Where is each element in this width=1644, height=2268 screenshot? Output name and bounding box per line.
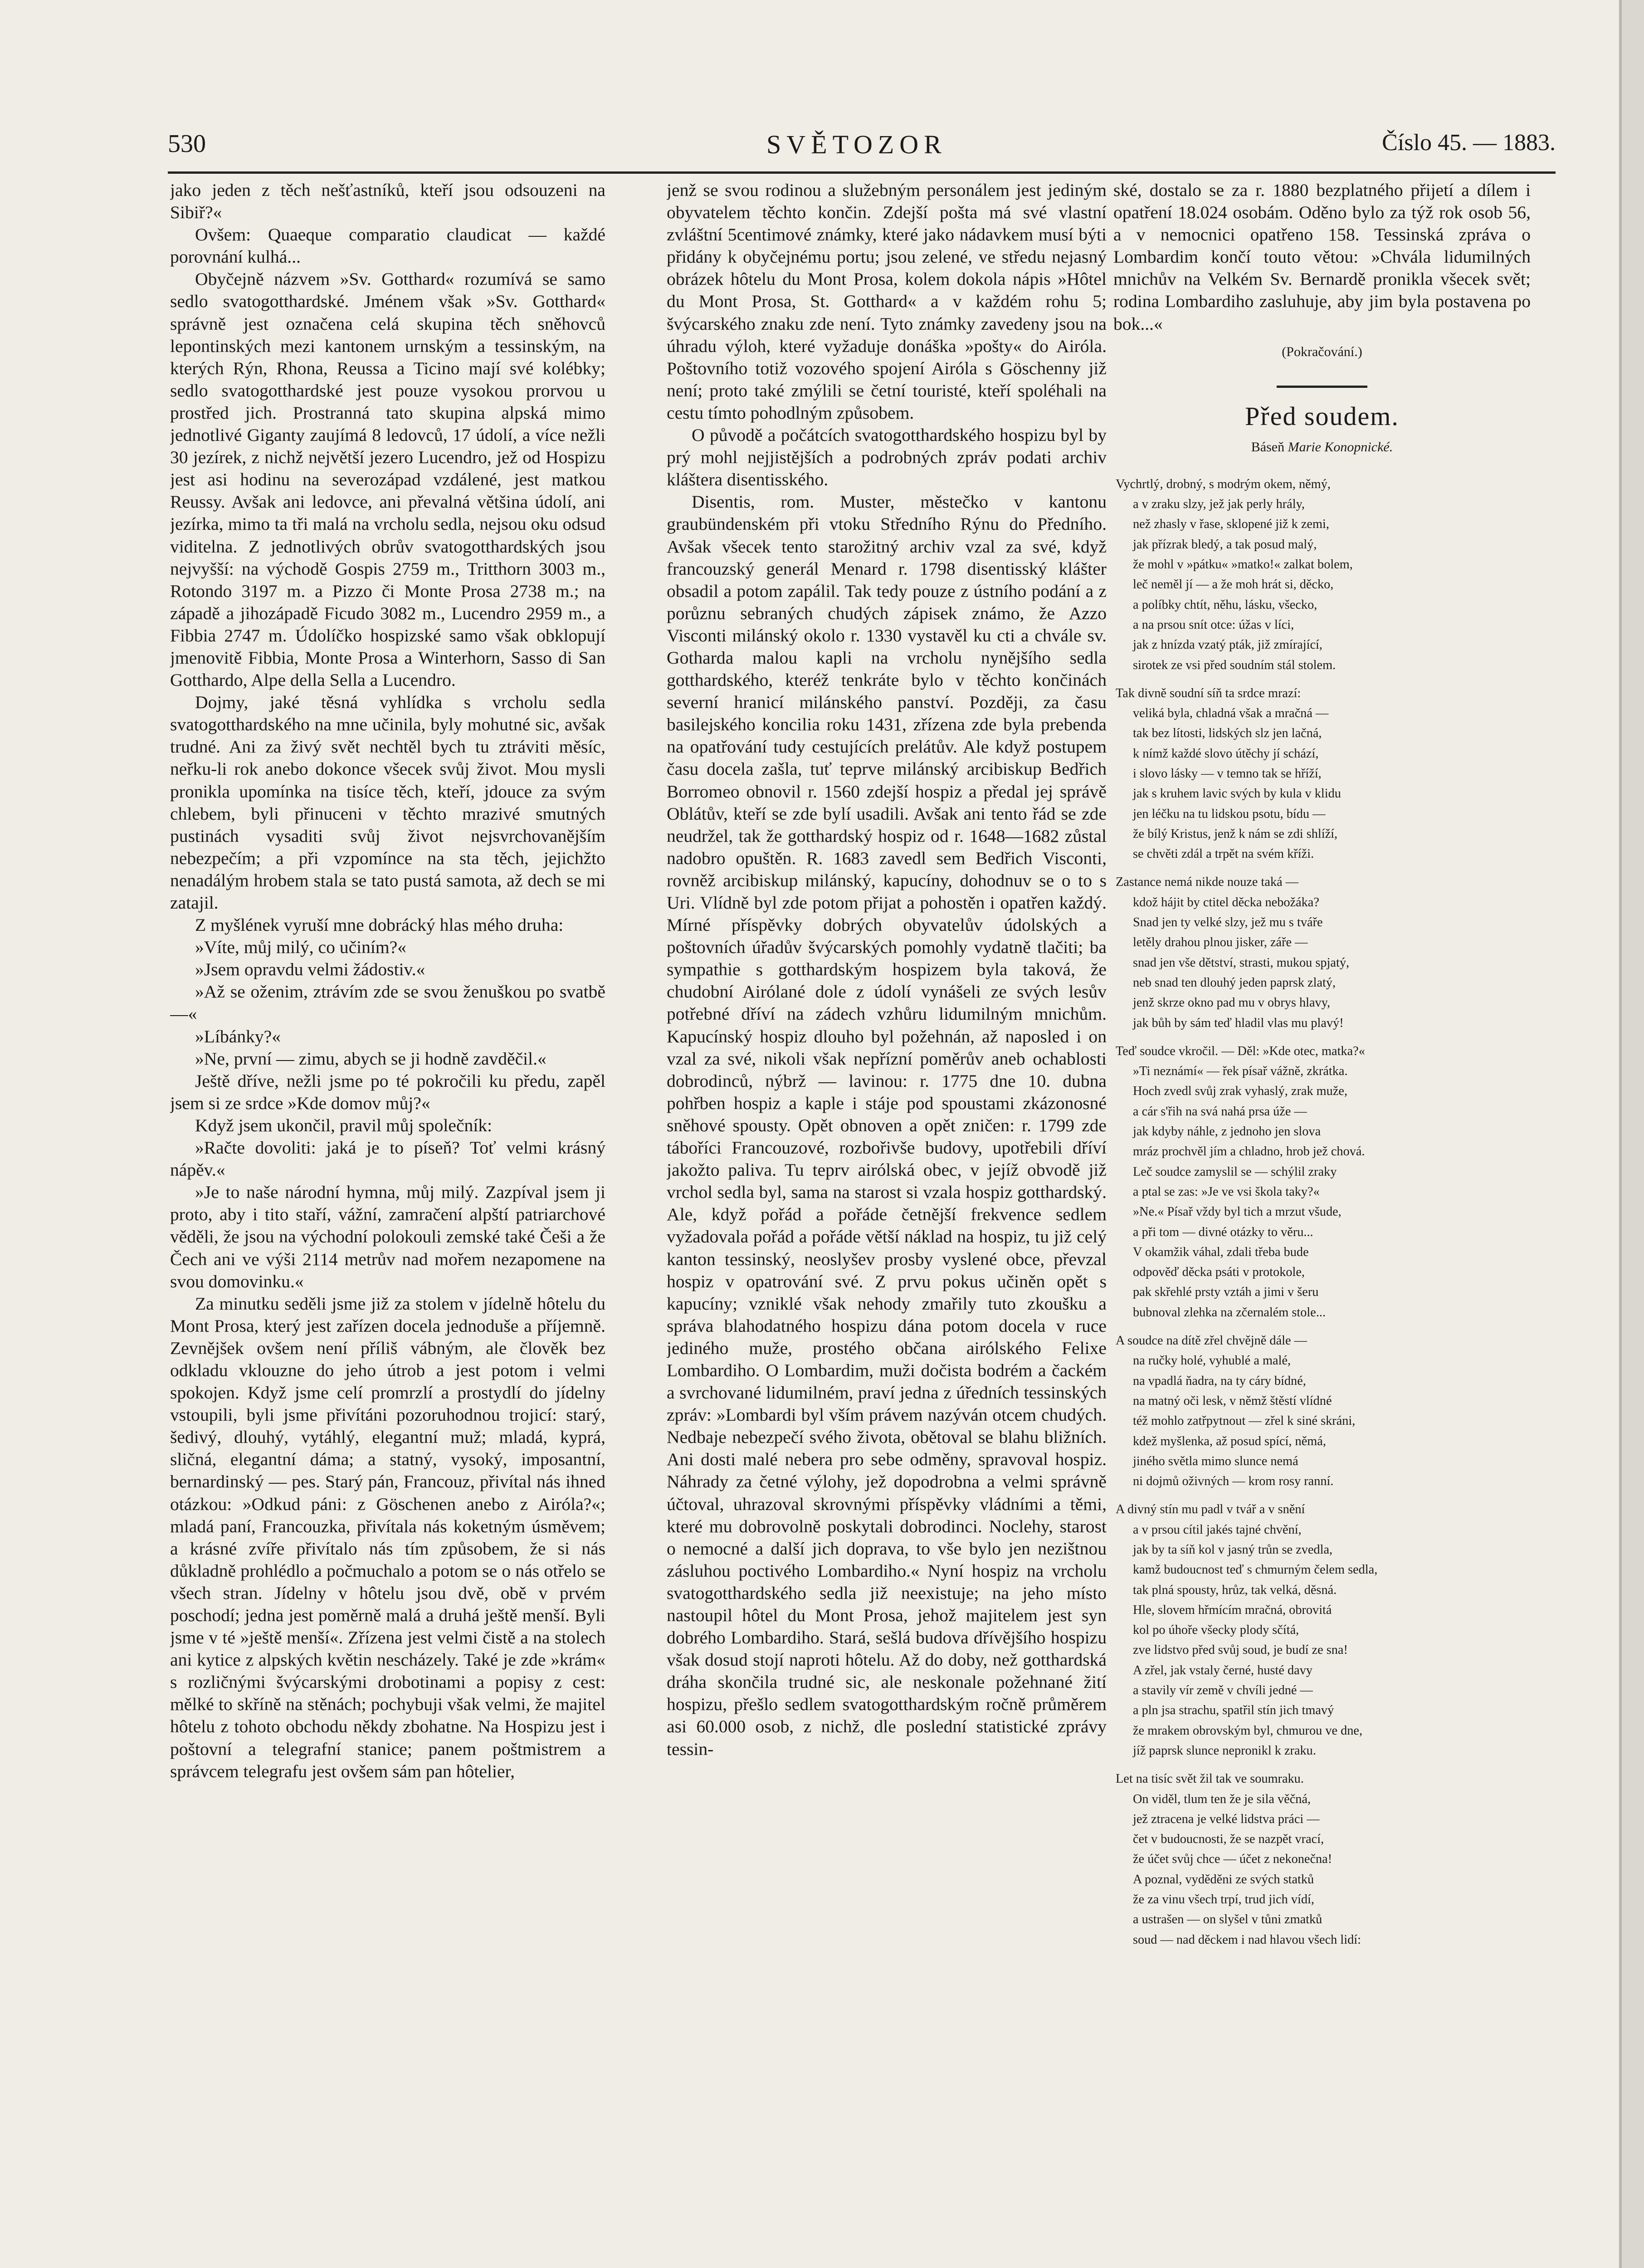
paragraph: Za minutku seděli jsme již za stolem v jídelně hôtelu du Mont Prosa, který jest zařízen docela jednoduše a příjemně. Zevnějšek ovšem není příliš vábným, ale člověk bez odkladu vklouzne do jeho útrob a jest potom i velmi spokojen. Když jsme celí promrzlí a prostydlí do jídelny vstoupili, byli jsme přivítáni pozoruhodnou trojicí: starý, šedivý, dlouhý, vytáhlý, elegantní muž; mladá, kyprá, sličná, elegantní dáma; a statný, vysoký, imposantní, bernardinský — pes. Starý pán, Francouz, přivítal nás ihned otázkou: »Odkud páni: z Göschenen anebo z Airóla?«; mladá paní, Francouzka, přivítala nás koketným úsměvem; a krásné zvíře přivítalo nás tím způsobem, že si nás důkladně prohlédlo a počmuchalo a potom se o nás otřelo se všech stran. Jídelny v hôtelu jsou dvě, obě v prvém poschodí; jedna jest poměrně malá a druhá ještě menší. Byli jsme v té »ještě menší«. Zřízena jest velmi čistě a na stolech ani kytice z alpských květin nescházely. Také je zde »krám« s rozličnými švýcarskými drobotinami a popisy z cest: mělké to skříně na stěnách; pochybuji však velmi, že majitel hôtelu z tohoto obchodu někdy zbohatne. Na Hospizu jest i poštovní a telegrafní stanice; panem poštmistrem a správcem telegrafu jest ovšem sám pan hôtelier, xyxy=(170,1293,605,1781)
poem-line: zve lidstvo před svůj soud, je budí ze sna! xyxy=(1133,1643,1348,1657)
poem-byline xyxy=(1113,436,1531,458)
poem-line: pak skřehlé prsty vztáh a jimi v šeru xyxy=(1133,1285,1319,1300)
poem-line: Let na tisíc svět žil tak ve soumraku. xyxy=(1116,1772,1304,1786)
poem-line: A soudce na dítě zřel chvějně dále — xyxy=(1116,1334,1307,1348)
stanza-gap xyxy=(1116,1491,1531,1500)
poem-line: a políbky chtít, něhu, lásku, všecko, xyxy=(1133,597,1317,612)
poem-author: Marie Konopnické. xyxy=(1288,439,1393,455)
paragraph: O původě a počátcích svatogotthardského hospizu byl by prý mohl nejjistějších a podrobných zpráv podati archiv kláštera disentisského. xyxy=(667,425,1107,490)
poem-line: jak kdyby náhle, z jednoho jen slova xyxy=(1133,1124,1321,1139)
paragraph: Disentis, rom. Muster, městečko v kantonu graubündenském při vtoku Středního Rýnu do Předního. Avšak všecek tento starožitný archiv vzal za své, když francouzský generál Menard r. 1798 disentisský klášter obsadil a potom zapálil. Tak tedy pouze z ústního podání a z porůznu sebraných chudých zápisek známo, že Azzo Visconti milánský okolo r. 1330 vystavěl ku cti a chvále sv. Gotharda malou kapli na vrcholu nynějšího sedla gotthardského, kteréž tenkráte bylo v těchto končinách severní hranicí milánského panství. Později, za času basilejského koncilia roku 1431, zřízena zde byla prebenda na opatřování tudy cestujících prelátův. Ale když postupem času docela zašla, tuť teprve milánský arcibiskup Bedřich Borromeo obnovil r. 1560 zdejší hospiz a předal jej správě Oblátův, kteří se zde bylí usadili. Avšak ani tento řád se zde neudržel, tak že gotthardský hospiz od r. 1648—1682 zůstal nadobro opuštěn. R. 1683 zavedl sem Bedřich Visconti, rovněž arcibiskup milánský, kapucíny, dohodnuv se o to s Uri. Vlídně byl zde potom přijat a pohostěn i opatřen každý. Mírné příspěvky dobrých obyvatelův údolských a poštovních úřadův švýcarských pomohly vydatně tlačiti; ba sympathie s gotthardským hospizem byla taková, že chudobní Airólané dole z údolí vynášeli ze svých lesův potřebné dříví na zádech vzhůru lidumilným mnichům. Kapucínský hospiz dlouho byl požehnán, až naposled i on vzal za své, nikoli však nepřízní poměrův aneb ochablosti dobrodinců, nýbrž — lavinou: r. 1775 dne 10. dubna pohřben hospiz a kaple i stáje pod spoustami zkázonosné sněhové spousty. Opět obnoven a opět zničen: r. 1799 zde táboříci Francouzové, rozbořivše budovy, upotřebili dříví jakožto paliva. Tu teprv airólská obec, v jejíž obvodě již vrchol sedla byl, sama na starost si vzala hospiz gotthardský. Ale, když pořád a pořáde četnější frekvence sedlem vyžadovala pořád a pořáde větší náklad na hospiz, tu již celý kanton tessinský, neoslyšev prosby vyslené obce, převzal hospiz v opatrování své. Z prvu pokus učiněn opět s kapucíny; vzniklé však nehody zmařily tuto zkoušku a správa blahodatného hospizu dána potom docela v ruce jediného muže, prostého občana airólského Felixe Lombardiho. O Lombardim, muži dočista bodrém a čackém a svrchované lidumilném, praví jedna z úředních tessinských zpráv: »Lombardi byl vším právem nazýván otcem chudých. Nedbaje nebezpečí svého života, obětoval se blahu bližních. Ani dosti malé nebera pro sebe odměny, spravoval hospiz. Náhrady za četné výlohy, jež dopodrobna a velmi správně účtoval, uhrazoval skrovnými příspěvky vládními a těmi, které mu dobrovolně poskytali dobrodinci. Noclehy, starost o nemocné a další jich doprava, to vše bylo jen nezištnou zásluhou poctivého Lombardiho.« Nyní hospiz na vrcholu svatogotthardského sedla již neexistuje; na jeho místo nastoupil hôtel du Mont Prosa, jehož majitelem jest syn dobrého Lombardiho. Stará, sešlá budova dřívějšího hospizu však dosud stojí naproti hôtelu. Až do doby, než gotthardská dráha skončila trudné sic, ale neskonale požehnané žití hospizu, přešlo sedlem svatogotthardským ročně průměrem asi 60.000 osob, z nichž, dle poslední statistické zprávy tessin- xyxy=(667,492,1107,1759)
poem-line: Hoch zvedl svůj zrak vyhaslý, zrak muže, xyxy=(1133,1084,1348,1099)
poem-title: Před soudem. xyxy=(1245,401,1399,431)
poem-line: a v prsou cítil jakés tajné chvění, xyxy=(1133,1522,1302,1537)
paragraph: Ovšem: Quaeque comparatio claudicat — každé porovnání kulhá... xyxy=(170,225,605,267)
poem-line: neb snad ten dlouhý jeden paprsk zlatý, xyxy=(1133,975,1336,990)
poem-line: že za vinu všech trpí, trud jich vídí, xyxy=(1133,1892,1314,1907)
paragraph: »Víte, můj milý, co učiním?« xyxy=(195,937,407,958)
column-1 xyxy=(170,179,605,2268)
paragraph: »Račte dovoliti: jaká je to píseň? Toť velmi krásný nápěv.« xyxy=(170,1138,605,1180)
poem-line: tak plná spousty, hrůz, tak velká, děsná. xyxy=(1133,1583,1337,1597)
page-header xyxy=(0,129,1644,166)
journal-title: SVĚTOZOR xyxy=(766,130,947,159)
paragraph: jako jeden z těch nešťastníků, kteří jsou odsouzeni na Sibiř?« xyxy=(170,180,605,223)
poem-line: A zřel, jak vstaly černé, husté davy xyxy=(1133,1663,1313,1677)
poem-line: Zastance nemá nikde nouze taká — xyxy=(1116,875,1299,890)
stanza-gap xyxy=(1116,675,1531,684)
paragraph: Z myšlének vyruší mne dobrácký hlas mého druha: xyxy=(195,915,564,935)
stanza-gap xyxy=(1116,1033,1531,1041)
poem-line: soud — nad děckem i nad hlavou všech lidí: xyxy=(1133,1932,1361,1947)
poem-line: jak přízrak bledý, a tak posud malý, xyxy=(1133,537,1317,552)
poem-line: veliká byla, chladná však a mračná — xyxy=(1133,706,1329,721)
poem-line: On viděl, tlum ten že je sila věčná, xyxy=(1133,1792,1311,1806)
poem-line: a cár s'řih na svá nahá prsa úže — xyxy=(1133,1104,1307,1119)
column-3 xyxy=(1113,179,1531,2268)
poem-line: čet v budoucnosti, že se nazpět vrací, xyxy=(1133,1832,1324,1847)
poem-line: V okamžik váhal, zdali třeba bude xyxy=(1133,1245,1309,1259)
poem-line: leč neměl jí — a že moh hrát si, děcko, xyxy=(1133,577,1334,592)
poem-line: jen léčku na tu lidskou psotu, bídu — xyxy=(1133,807,1326,821)
poem-line: na ručky holé, vyhublé a malé, xyxy=(1133,1354,1291,1368)
poem-line: jíž paprsk slunce nepronikl k zraku. xyxy=(1133,1743,1316,1758)
poem-line: Vychrtlý, drobný, s modrým okem, němý, xyxy=(1116,477,1331,491)
poem-line: a stavily vír země v chvíli jedné — xyxy=(1133,1683,1313,1698)
poem-line: Teď soudce vkročil. — Děl: »Kde otec, matka?« xyxy=(1116,1044,1365,1058)
poem-line: a ptal se zas: »Je ve vsi škola taky?« xyxy=(1133,1184,1320,1199)
poem-line: A divný stín mu padl v tvář a v snění xyxy=(1116,1502,1305,1517)
poem-line: kdež myšlenka, až posud spící, němá, xyxy=(1133,1434,1326,1448)
poem-line: že bílý Kristus, jenž k nám se zdi shlíží, xyxy=(1133,826,1338,841)
poem-line: Snad jen ty velké slzy, jež mu s tváře xyxy=(1133,915,1323,930)
poem-line: jež ztracena je velké lidstva práci — xyxy=(1133,1812,1320,1826)
poem-line: než zhasly v řase, sklopené již k zemi, xyxy=(1133,517,1329,532)
poem-line: bubnoval zlehka na zčernalém stole... xyxy=(1133,1305,1326,1320)
poem-line: Leč soudce zamyslil se — schýlil zraky xyxy=(1133,1164,1337,1179)
poem-line: jak s kruhem lavic svých by kula v klidu xyxy=(1133,787,1341,801)
poem-line: snad jen vše dětství, strasti, mukou spjatý, xyxy=(1133,955,1350,970)
page-edge xyxy=(1619,0,1644,2268)
paragraph: Dojmy, jaké těsná vyhlídka s vrcholu sedla svatogotthardského na mne učinila, byly mohutné sic, avšak trudné. Ani za živý svět nechtěl bych tu ztráviti měsíc, neřku-li rok anebo dokonce všecek svůj život. Mou mysli pronikla upomínka na tisíce těch, kteří, jdouce za svým chlebem, byli přinuceni v těchto mrazivé smutných pustinách vysaditi svůj život nejsvrchovanějším nebezpečím; a při vzpomínce na sta těch, jejichžto nenadálým hrobem stala se tato pustá samota, až dech se mi zatajil. xyxy=(170,692,605,913)
poem-line: a v zraku slzy, jež jak perly hrály, xyxy=(1133,497,1305,512)
poem-line: A poznal, vyděděni ze svých statků xyxy=(1133,1872,1314,1887)
poem-body xyxy=(1113,474,1531,1950)
paragraph: Ještě dříve, nežli jsme po té pokročili ku předu, zapěl jsem si ze srdce »Kde domov můj?« xyxy=(170,1070,605,1113)
poem-line: jak z hnízda vzatý pták, již zmírající, xyxy=(1133,638,1322,652)
poem-line: a na prsou snít otce: úžas v líci, xyxy=(1133,617,1294,632)
paragraph: »Je to naše národní hymna, můj milý. Zazpíval jsem ji proto, aby i tito staří, vážní, zamračení alpští patriarchové věděli, že jsou na východní polokouli zemské také Češi a že Čech ani ve výši 2114 metrův nad mořem nezapomene na svou domovinku.« xyxy=(170,1182,605,1291)
continued-note: (Pokračování.) xyxy=(1282,344,1362,359)
poem-line: na matný oči lesk, v němž štěstí vlídné xyxy=(1133,1393,1332,1408)
stanza-gap xyxy=(1116,1323,1531,1331)
poem-line: a ustrašen — on slyšel v tůni zmatků xyxy=(1133,1912,1322,1927)
poem-line: tak bez lítosti, lidských slz jen lačná, xyxy=(1133,726,1322,741)
page-number: 530 xyxy=(168,130,206,158)
poem-line: kamž budoucnost teď s chmurným čelem sedla, xyxy=(1133,1563,1378,1577)
poem-line: mráz prochvěl jím a chladno, hrob jež chová. xyxy=(1133,1144,1365,1159)
poem-line: též mohlo zatřpytnout — zřel k siné skráni, xyxy=(1133,1414,1356,1428)
poem-line: odpověď děcka psáti v protokole, xyxy=(1133,1265,1305,1280)
poem-line: jenž skrze okno pad mu v obrys hlavy, xyxy=(1133,996,1331,1010)
poem-line: a při tom — divné otázky to věru... xyxy=(1133,1225,1313,1239)
paragraph: »Až se oženim, ztrávím zde se svou ženuškou po svatbě —« xyxy=(170,982,605,1024)
poem-line: »Ne.« Písař vždy byl tich a mrzut všude, xyxy=(1133,1205,1342,1219)
poem-line: že mrakem obrovským byl, chmurou ve dne, xyxy=(1133,1723,1363,1738)
paragraph: Když jsem ukončil, pravil můj společník: xyxy=(195,1115,493,1135)
poem-line: kol po úhoře všecky plody sčítá, xyxy=(1133,1623,1299,1637)
poem-line: ni dojmů oživných — krom rosy ranní. xyxy=(1133,1474,1334,1489)
poem-line: Tak divně soudní síň ta srdce mrazí: xyxy=(1116,686,1301,700)
poem-line: Hle, slovem hřmícím mračná, obrovitá xyxy=(1133,1603,1332,1617)
poem-line: k nímž každé slovo útěchy jí schází, xyxy=(1133,746,1319,761)
poem-line: jiného světla mimo slunce nemá xyxy=(1133,1454,1298,1468)
poem-line: sirotek ze vsi před soudním stál stolem. xyxy=(1133,658,1336,672)
paragraph: jenž se svou rodinou a služebným personálem jest jediným obyvatelem těchto končin. Zdejší pošta má své vlastní zvláštní 5centimové známky, které jako nádavkem musí býti přidány k obyčejnému portu; jsou zelené, ve středu nejasný obrázek hôtelu du Mont Prosa, kolem dokola nápis »Hôtel du Mont Prosa, St. Gotthard« a v každém rohu 5; švýcarského znaku zde není. Tyto známky zavedeny jsou na úhradu výloh, které vyžaduje donáška »pošty« do Airóla. Poštovního totiž vozového spojení Airóla s Göschenny již není; proto také zmýlili se četní touristé, kteří spoléhali na cestu tímto pohodlným způsobem. xyxy=(667,180,1107,423)
poem-line: letěly drahou plnou jisker, záře — xyxy=(1133,935,1308,950)
poem-line: kdož hájit by ctitel děcka nebožáka? xyxy=(1133,895,1319,909)
byline-prefix: Báseň xyxy=(1251,439,1285,455)
paragraph: »Líbánky?« xyxy=(195,1026,281,1046)
poem-divider xyxy=(1277,386,1367,388)
poem-line: že účet svůj chce — účet z nekonečna! xyxy=(1133,1852,1332,1867)
poem-line: na vpadlá ňadra, na ty cáry bídné, xyxy=(1133,1374,1306,1388)
poem-line: a pln jsa strachu, spatřil stín jich tmavý xyxy=(1133,1703,1334,1718)
header-rule xyxy=(168,171,1556,174)
poem-line: »Ti neznámí« — řek písař vážně, zkrátka. xyxy=(1133,1064,1348,1079)
paragraph: ské, dostalo se za r. 1880 bezplatného přijetí a dílem i opatření 18.024 osobám. Oděno bylo za týž rok osob 56, a v nemocnici opatřeno 158. Tessinská zpráva o Lombardim končí touto větou: »Chvála lidumilných mnichův na Velkém Sv. Bernardě pronikla všecek svět; rodina Lombardiho zasluhuje, aby jim byla postavena po bok...« xyxy=(1113,180,1531,334)
stanza-gap xyxy=(1116,864,1531,872)
poem-line: i slovo lásky — v temno tak se hříží, xyxy=(1133,767,1322,781)
column-3-prose xyxy=(1113,179,1531,335)
poem-line: se chvěti zdál a trpět na svém kříži. xyxy=(1133,847,1314,861)
paragraph: »Jsem opravdu velmi žádostiv.« xyxy=(195,959,425,980)
paragraph: Obyčejně názvem »Sv. Gotthard« rozumívá se samo sedlo svatogotthardské. Jménem však »Sv. Gotthard« správně jest označena celá skupina těch sněhovců lepontinských mezi kantonem urnským a tessinským, na kterých Rýn, Rhona, Reussa a Ticino mají své kolébky; sedlo svatogotthardské jest pouze vysokou prorvou u prostřed jich. Prostranná tato skupina alpská mimo jednotlivé Giganty zaujímá 8 ledovců, 17 údolí, a více nežli 30 jezírek, z nichž největší jezero Lucendro, jež od Hospizu jest asi hodinu na severozápad vzdálené, jest matkou Reussy. Avšak ani ledovce, ani převalná většina údolí, ani jezírka, mimo ta tři malá na vrcholu sedla, nejsou oku odsud viditelna. Z jednotlivých obrův svatogotthardských jsou nejvyšší: na východě Gospis 2759 m., Tritthorn 3003 m., Rotondo 3197 m. a Pizzo či Monte Prosa 2738 m.; na západě a jihozápadě Ficudo 3082 m., Lucendro 2959 m., a Fibbia 2747 m. Údolíčko hospizské samo však obklopují jmenovitě Fibbia, Monte Prosa a Winterhorn, Sasso di San Gotthardo, Alpe della Sella a Lucendro. xyxy=(170,269,605,690)
poem-line: jak by ta síň kol v jasný trůn se zvedla, xyxy=(1133,1542,1333,1557)
column-2 xyxy=(667,179,1107,2268)
poem-line: jak bůh by sám teď hladil vlas mu plavý! xyxy=(1133,1016,1344,1030)
paragraph: »Ne, první — zimu, abych se ji hodně zavděčil.« xyxy=(195,1048,546,1069)
stanza-gap xyxy=(1116,1761,1531,1769)
issue-number: Číslo 45. — 1883. xyxy=(1382,130,1556,156)
poem-line: že mohl v »pátku« »matko!« zalkat bolem, xyxy=(1133,557,1353,572)
